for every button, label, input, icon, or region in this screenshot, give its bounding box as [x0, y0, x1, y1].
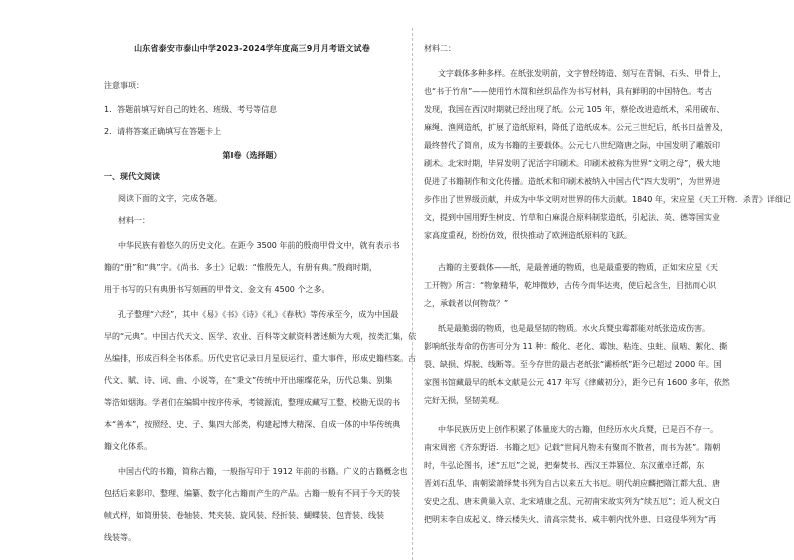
- text-line: 文字载体多种多样。在纸张发明前，文字曾经铸造、刻写在青铜、石头、甲骨上，: [438, 69, 726, 78]
- text-line: 麻绳、渔网造纸，扩展了造纸原料，降低了造纸成本。公元三世纪后，纸书日益普及，: [424, 123, 728, 132]
- text-line: 中华民族历史上创作积累了体量庞大的古籍，但经历水火兵燹，已是百不存一。: [438, 425, 718, 434]
- notice-heading: 注意事项：: [104, 81, 144, 90]
- text-line: 刷术。北宋时期，毕昇发明了泥活字印刷术。印刷术被称为世界“文明之母”，极大地: [424, 159, 721, 168]
- text-line: 发现，我国在西汉时期就已经出现了纸。公元 105 年，蔡伦改进造纸术，采用破布、: [424, 105, 725, 114]
- text-line: 本“善本”，按照经、史、子、集四大部类，构建起博大精深、自成一体的中华传统典: [104, 420, 401, 429]
- material-two-label: 材料二：: [424, 44, 456, 53]
- text-line: 中华民族有着悠久的历史文化。在距今 3500 年前的殷商甲骨文中，就有表示书: [118, 241, 400, 250]
- text-line: 帧式样，如简册装、卷轴装、梵夹装、旋风装、经折装、蝴蝶装、包背装、线装: [104, 511, 384, 520]
- text-line: 早的“元典”。中国古代天文、医学、农业、百科等文献资料著述颇为大观，按类汇集，依: [104, 332, 417, 341]
- text-line: 籍的“册”和“典”字。《尚书．多士》记载：“惟殷先人，有册有典。”殷商时期，: [104, 263, 377, 272]
- text-line: 中国古代的书籍，简称古籍，一般指写印于 1912 年前的书籍。广义的古籍概念也: [118, 467, 408, 476]
- text-line: 南宋周密《齐东野语．书籍之厄》记载“世间凡物未有聚而不散者，而书为甚”。隋朝: [424, 443, 721, 452]
- text-line: 把明末李自成起义、绛云楼失火、清高宗焚书、咸丰朝内忧外患、日寇侵华列为“再: [424, 515, 717, 524]
- reading-instruction: 阅读下面的文字，完成各题。: [118, 194, 222, 203]
- text-line: 最终替代了简帛，成为书籍的主要载体。公元七八世纪隋唐之际，中国发明了雕版印: [424, 141, 720, 150]
- text-line: 之，承载者以何物哉？”: [424, 299, 509, 308]
- text-line: 促进了书籍制作和文化传播。造纸术和印刷术被纳入中国古代“四大发明”，为世界进: [424, 177, 721, 186]
- text-line: 完好无损，坚韧美观。: [424, 396, 504, 405]
- notice-item-2: 2．请将答案正确填写在答题卡上: [104, 127, 222, 136]
- text-line: 家高度重视，纷纷仿效，很快推动了欧洲造纸原料的飞跃。: [424, 231, 632, 240]
- text-line: 工开物》所言：“物象精华，乾坤微妙，古传今而华达夷，使后起含生，目拙而心识: [424, 281, 717, 290]
- text-line: 古籍的主要载体——纸，是最普通的物质，也是最重要的物质，正如宋应星《天: [438, 263, 718, 272]
- text-line: 影响纸张寿命的伤害可分为 11 种：酸化、老化、霉蚀、粘连、虫蛀、鼠啮、絮化、撕: [424, 342, 728, 351]
- text-line: 步作出了世界级贡献，并成为中华文明对世界的伟大贡献。1840 年，宋应星《天工开物．杀青》详细记: [424, 195, 791, 204]
- text-line: 家图书馆藏最早的纸本文献是公元 417 年写《律藏初分》，距今已有 1600 多年，依然: [424, 378, 730, 387]
- notice-item-1: 1．答题前填写好自己的姓名、班级、考号等信息: [104, 105, 278, 114]
- text-line: 裂、缺损、焊脱、线断等。至今存世的最古老纸张“灞桥纸”距今已超过 2000 年。国: [424, 360, 722, 369]
- text-line: 用于书写的只有典册书写刻画的甲骨文、金文有 4500 个之多。: [104, 285, 330, 294]
- part-title: 一、现代文阅读: [104, 172, 160, 181]
- text-line: 也“书于竹帛”——使用竹木简和丝织品作为书写材料，具有鲜明的中国特色。考古: [424, 87, 713, 96]
- text-line: 代文、賦、诗、词、曲、小说等，在“秉文”传统中开出璀璨花朵，历代总集、别集: [104, 376, 393, 385]
- text-line: 包括后来影印、整理、编纂、数字化古籍而产生的产品。古籍一般有不同于今天的装: [104, 489, 400, 498]
- text-line: 文，提到中国用野生树皮、竹草和白麻混合原料制浆造纸，引起法、英、德等国实业: [424, 213, 720, 222]
- text-line: 丛编排，形成百科全书体系。历代史官记录日月星辰运行、重大事件，形成史籍档案。古: [104, 354, 416, 363]
- text-line: 线装等。: [104, 533, 136, 542]
- text-line: 安史之乱、唐末黄巢入京、北宋靖康之乱、元初南宋故实列为“续五厄”；近人祝文白: [424, 497, 721, 506]
- text-line: 孔子整理“六经”，其中《易》《书》《诗》《礼》《春秋》等传承至今，成为中国最: [118, 310, 399, 319]
- text-line: 籍文化体系。: [104, 442, 152, 451]
- text-line: 时，牛弘论图书，述“五厄”之说，把秦焚书、西汉王莽篡位、东汉董卓迁都，东: [424, 461, 705, 470]
- section-title: 第I卷（选择题）: [222, 151, 282, 160]
- exam-title: 山东省泰安市泰山中学2023-2024学年度高三9月月考语文试卷: [134, 44, 370, 53]
- text-line: 等浩如烟海。学者们在编辑中按序传承，考镜源流，整理成藏写工整、校勘无误的书: [104, 398, 400, 407]
- text-line: 纸是最脆弱的物质，也是最坚韧的物质。水火兵燹虫霉都能对纸张造成伤害。: [438, 324, 710, 333]
- column-divider: [412, 28, 414, 560]
- material-one-label: 材料一：: [118, 216, 150, 225]
- text-line: 晋刘石乱华、南朝梁萧绎焚书列为自古以来五大书厄。明代胡应麟把隋江都大乱、唐: [424, 479, 720, 488]
